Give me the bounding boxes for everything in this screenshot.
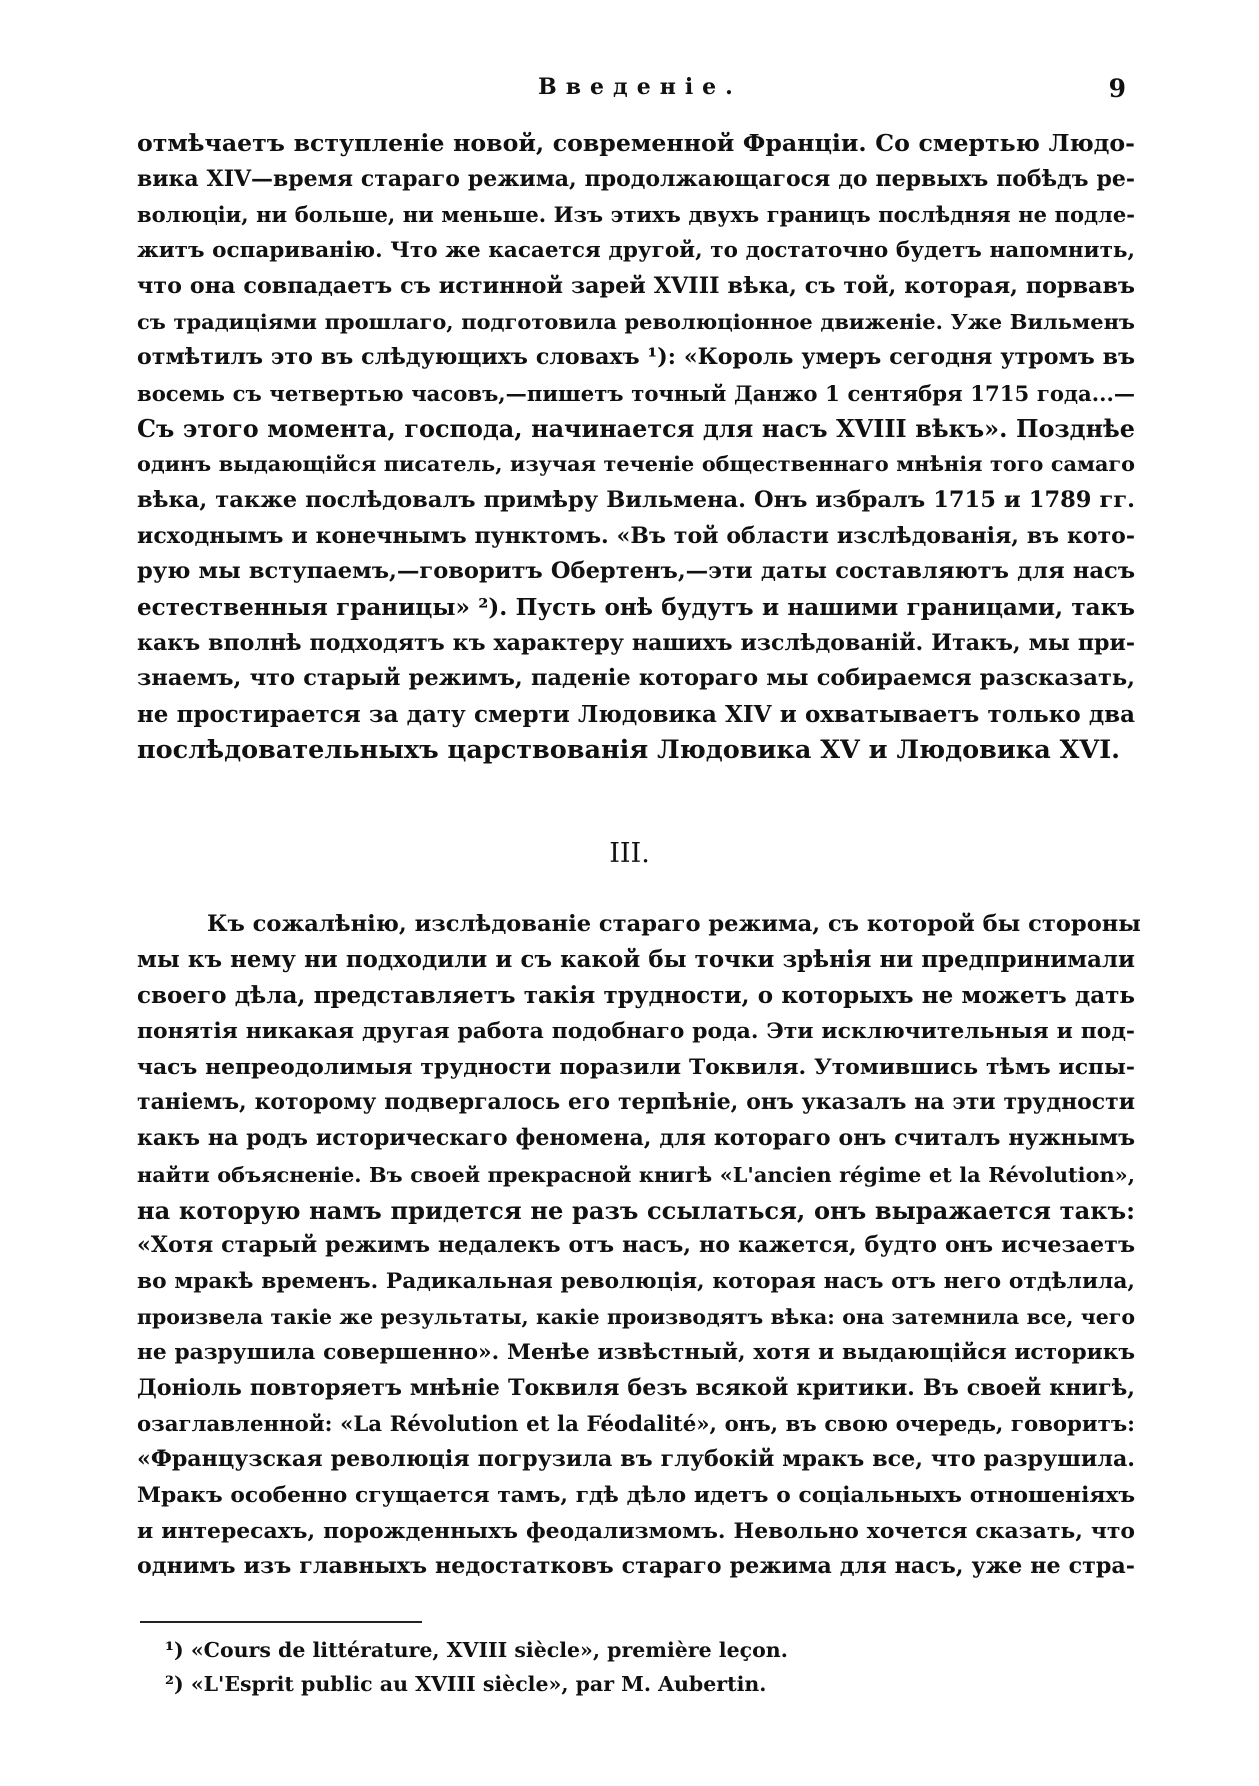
- text-line: Доніоль повторяетъ мнѣніе Токвиля безъ всякой критики. Въ своей книгѣ,: [137, 1374, 1135, 1401]
- section-heading: III.: [609, 838, 650, 869]
- text-line: на которую намъ придется не разъ ссылаться, онъ выражается такъ:: [137, 1195, 1135, 1225]
- running-head: [140, 74, 1140, 114]
- text-line: во мракѣ временъ. Радикальная революція, которая насъ отъ него отдѣлила,: [137, 1268, 1135, 1294]
- text-line: какъ на родъ историческаго феномена, для котораго онъ считалъ нужнымъ: [137, 1125, 1135, 1152]
- text-line: таніемъ, которому подвергалось его терпѣніе, онъ указалъ на эти трудности: [137, 1089, 1135, 1116]
- text-line: какъ вполнѣ подходятъ къ характеру нашихъ изслѣдованій. Итакъ, мы при-: [137, 629, 1135, 656]
- text-line: вѣка, также послѣдовалъ примѣру Вильмена. Онъ избралъ 1715 и 1789 гг.: [137, 486, 1135, 513]
- page-number: 9: [1108, 74, 1126, 103]
- text-line: найти объясненіе. Въ своей прекрасной книгѣ «L'ancien régime et la Révolution»,: [137, 1161, 1135, 1187]
- text-line: «Хотя старый режимъ недалекъ отъ насъ, но кажется, будто онъ исчезаетъ: [137, 1232, 1135, 1259]
- text-line: восемь съ четвертью часовъ,—пишетъ точный Данжо 1 сентября 1715 года...—: [137, 380, 1135, 406]
- footnote-divider: [140, 1621, 422, 1623]
- text-line: отмѣтилъ это въ слѣдующихъ словахъ ¹): «Король умеръ сегодня утромъ въ: [137, 344, 1135, 371]
- text-line: естественныя границы» ²). Пусть онѣ будутъ и нашими границами, такъ: [137, 593, 1135, 621]
- text-line: часъ непреодолимыя трудности поразили Токвиля. Утомившись тѣмъ испы-: [137, 1053, 1135, 1080]
- body-paragraph: [137, 907, 1141, 1585]
- text-line: вика XIV—время стараго режима, продолжающагося до первыхъ побѣдъ ре-: [137, 165, 1135, 192]
- text-line: не простирается за дату смерти Людовика XIV и охватываетъ только два: [137, 701, 1135, 728]
- text-line: Съ этого момента, господа, начинается для насъ XVIII вѣкъ». Позднѣе: [137, 414, 1135, 443]
- text-line: житъ оспариванію. Что же касается другой, то достаточно будетъ напомнить,: [137, 238, 1135, 264]
- text-line: понятія никакая другая работа подобнаго рода. Эти исключительныя и под-: [137, 1018, 1135, 1045]
- text-line: послѣдовательныхъ царствованія Людовика XV и Людовика XVI.: [137, 734, 1120, 765]
- footnotes: [165, 1633, 965, 1701]
- text-line: мы къ нему ни подходили и съ какой бы точки зрѣнія ни предпринимали: [137, 946, 1135, 973]
- text-line: «Французская революція погрузила въ глубокій мракъ все, что разрушила.: [137, 1446, 1135, 1473]
- text-line: одинъ выдающійся писатель, изучая теченіе общественнаго мнѣнія того самаго: [137, 452, 1135, 477]
- text-line: волюціи, ни больше, ни меньше. Изъ этихъ двухъ границъ послѣдняя не подле-: [137, 202, 1135, 228]
- text-line: озаглавленной: «La Révolution et la Féodalité», онъ, въ свою очередь, говоритъ:: [137, 1411, 1135, 1437]
- text-line: съ традиціями прошлаго, подготовила революціонное движеніе. Уже Вильменъ: [137, 309, 1135, 335]
- text-line: однимъ изъ главныхъ недостатковъ стараго режима для насъ, уже не стра-: [137, 1553, 1135, 1580]
- text-line: произвела такіе же результаты, какіе производятъ вѣка: она затемнила все, чего: [137, 1304, 1135, 1329]
- text-line: что она совпадаетъ съ истинной зарей XVIII вѣка, съ той, которая, порвавъ: [137, 272, 1135, 299]
- footnote-2: ²) «L'Esprit public au XVIII siècle», par M. Aubertin.: [165, 1672, 767, 1696]
- text-line: исходнымъ и конечнымъ пунктомъ. «Въ той области изслѣдованія, въ кото-: [137, 522, 1135, 549]
- text-line: Къ сожалѣнію, изслѣдованіе стараго режима, съ которой бы стороны: [207, 911, 1141, 937]
- running-title: Введеніе.: [538, 74, 742, 100]
- text-line: рую мы вступаемъ,—говоритъ Обертенъ,—эти даты составляютъ для насъ: [137, 558, 1135, 585]
- text-line: Мракъ особенно сгущается тамъ, гдѣ дѣло идетъ о соціальныхъ отношеніяхъ: [137, 1483, 1135, 1508]
- text-line: отмѣчаетъ вступленіе новой, современной Франціи. Со смертью Людо-: [137, 129, 1135, 157]
- body-paragraph: [137, 126, 1135, 768]
- text-line: и интересахъ, порожденныхъ феодализмомъ. Невольно хочется сказать, что: [137, 1517, 1135, 1544]
- footnote-1: ¹) «Cours de littérature, XVIII siècle», première leçon.: [165, 1638, 788, 1662]
- text-line: не разрушила совершенно». Менѣе извѣстный, хотя и выдающійся историкъ: [137, 1340, 1135, 1366]
- text-line: знаемъ, что старый режимъ, паденіе котораго мы собираемся разсказать,: [137, 665, 1135, 692]
- text-line: своего дѣла, представляетъ такія трудности, о которыхъ не можетъ дать: [137, 982, 1135, 1010]
